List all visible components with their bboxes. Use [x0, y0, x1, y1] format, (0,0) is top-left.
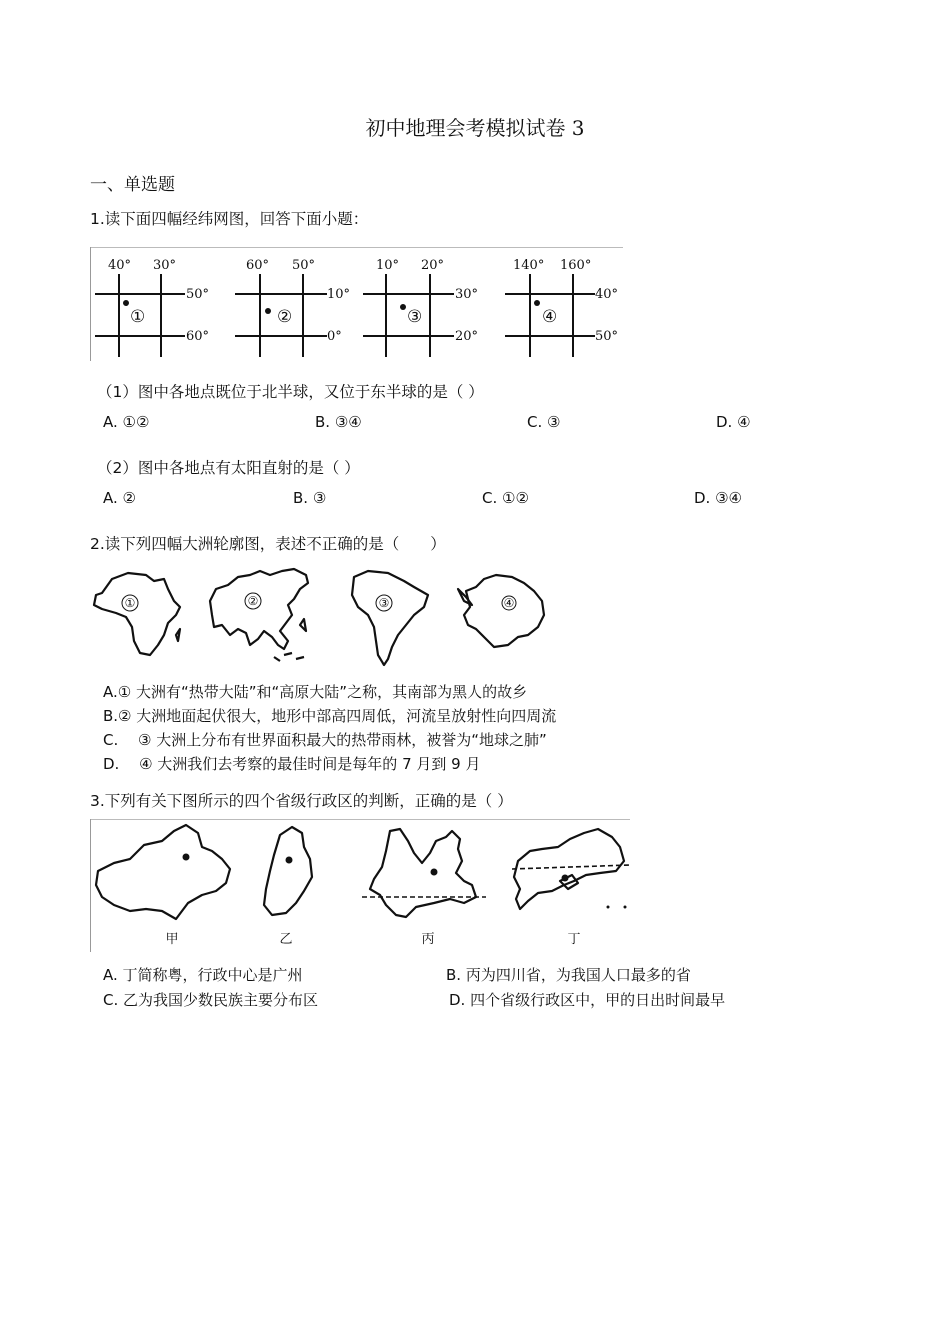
- q1-sub2-option-d[interactable]: D. ③④: [694, 489, 742, 507]
- continent-marker-4: ④: [503, 596, 515, 610]
- grid-1-marker: ①: [130, 307, 146, 327]
- province-jia-outline: [96, 825, 230, 919]
- question-2-stem: 2.读下列四幅大洲轮廓图，表述不正确的是（ ）: [90, 535, 446, 553]
- q3-option-d[interactable]: D. 四个省级行政区中，甲的日出时间最早: [449, 991, 726, 1009]
- province-outlines-figure: [90, 819, 635, 954]
- question-1-sub-1-stem: （1）图中各地点既位于北半球，又位于东半球的是（ ）: [97, 383, 484, 401]
- grid-3-lat-bottom: 20°: [455, 329, 479, 344]
- grid-4-marker: ④: [542, 307, 558, 327]
- q2-option-c[interactable]: C. ③ 大洲上分布有世界面积最大的热带雨林，被誉为“地球之肺”: [103, 731, 547, 749]
- south-america-outline: [352, 571, 428, 665]
- grid-2-lon-left: 60°: [246, 258, 270, 273]
- question-1-stem: 1.读下面四幅经纬网图，回答下面小题：: [90, 210, 369, 228]
- province-yi-outline: [264, 827, 312, 915]
- q1-sub2-option-a[interactable]: A. ②: [103, 489, 136, 507]
- q1-sub1-option-a[interactable]: A. ①②: [103, 413, 150, 431]
- question-3-stem: 3.下列有关下图所示的四个省级行政区的判断，正确的是（ ）: [90, 792, 513, 810]
- grid-1-lat-bottom: 60°: [186, 329, 210, 344]
- province-bing-outline: [370, 829, 476, 917]
- q1-sub1-option-c[interactable]: C. ③: [527, 413, 561, 431]
- continent-marker-2: ②: [247, 594, 259, 608]
- question-1-sub-2-stem: （2）图中各地点有太阳直射的是（ ）: [97, 459, 360, 477]
- q3-option-b[interactable]: B. 丙为四川省，为我国人口最多的省: [446, 966, 691, 984]
- q2-option-b[interactable]: B.② 大洲地面起伏很大，地形中部高四周低，河流呈放射性向四周流: [103, 707, 557, 725]
- asia-outline: [210, 569, 308, 649]
- grid-2-lon-right: 50°: [292, 258, 316, 273]
- grid-4-lat-bottom: 50°: [595, 329, 619, 344]
- antarctica-outline: [464, 575, 544, 647]
- lat-lon-grid-figure: [90, 247, 625, 363]
- grid-4-lat-top: 40°: [595, 287, 619, 302]
- grid-3-lon-left: 10°: [376, 258, 400, 273]
- page-title: 初中地理会考模拟试卷 3: [365, 116, 585, 140]
- grid-3-lon-right: 20°: [421, 258, 445, 273]
- province-label-ding: 丁: [567, 932, 581, 947]
- province-label-yi: 乙: [279, 932, 293, 947]
- continent-marker-1: ①: [124, 596, 136, 610]
- province-label-jia: 甲: [165, 932, 179, 947]
- grid-3-lat-top: 30°: [455, 287, 479, 302]
- section-heading: 一、单选题: [90, 175, 175, 195]
- grid-3-marker: ③: [407, 307, 423, 327]
- q1-sub1-option-b[interactable]: B. ③④: [315, 413, 362, 431]
- grid-1-lon-left: 40°: [108, 258, 132, 273]
- q1-sub2-option-c[interactable]: C. ①②: [482, 489, 529, 507]
- grid-2-marker: ②: [277, 307, 293, 327]
- grid-2-lat-bottom: 0°: [327, 329, 342, 344]
- africa-outline: [94, 573, 180, 655]
- grid-4-lon-right: 160°: [560, 258, 592, 273]
- q3-option-a[interactable]: A. 丁简称粤，行政中心是广州: [103, 966, 303, 984]
- continent-outlines-figure: [88, 565, 558, 670]
- grid-1-lon-right: 30°: [153, 258, 177, 273]
- grid-1-lat-top: 50°: [186, 287, 210, 302]
- q3-option-c[interactable]: C. 乙为我国少数民族主要分布区: [103, 991, 319, 1009]
- q2-option-d[interactable]: D. ④ 大洲我们去考察的最佳时间是每年的 7 月到 9 月: [103, 755, 481, 773]
- q1-sub2-option-b[interactable]: B. ③: [293, 489, 327, 507]
- grid-4-lon-left: 140°: [513, 258, 545, 273]
- q1-sub1-option-d[interactable]: D. ④: [716, 413, 751, 431]
- province-label-bing: 丙: [421, 932, 435, 947]
- grid-2-lat-top: 10°: [327, 287, 351, 302]
- continent-marker-3: ③: [378, 596, 390, 610]
- q2-option-a[interactable]: A.① 大洲有“热带大陆”和“高原大陆”之称，其南部为黑人的故乡: [103, 683, 528, 701]
